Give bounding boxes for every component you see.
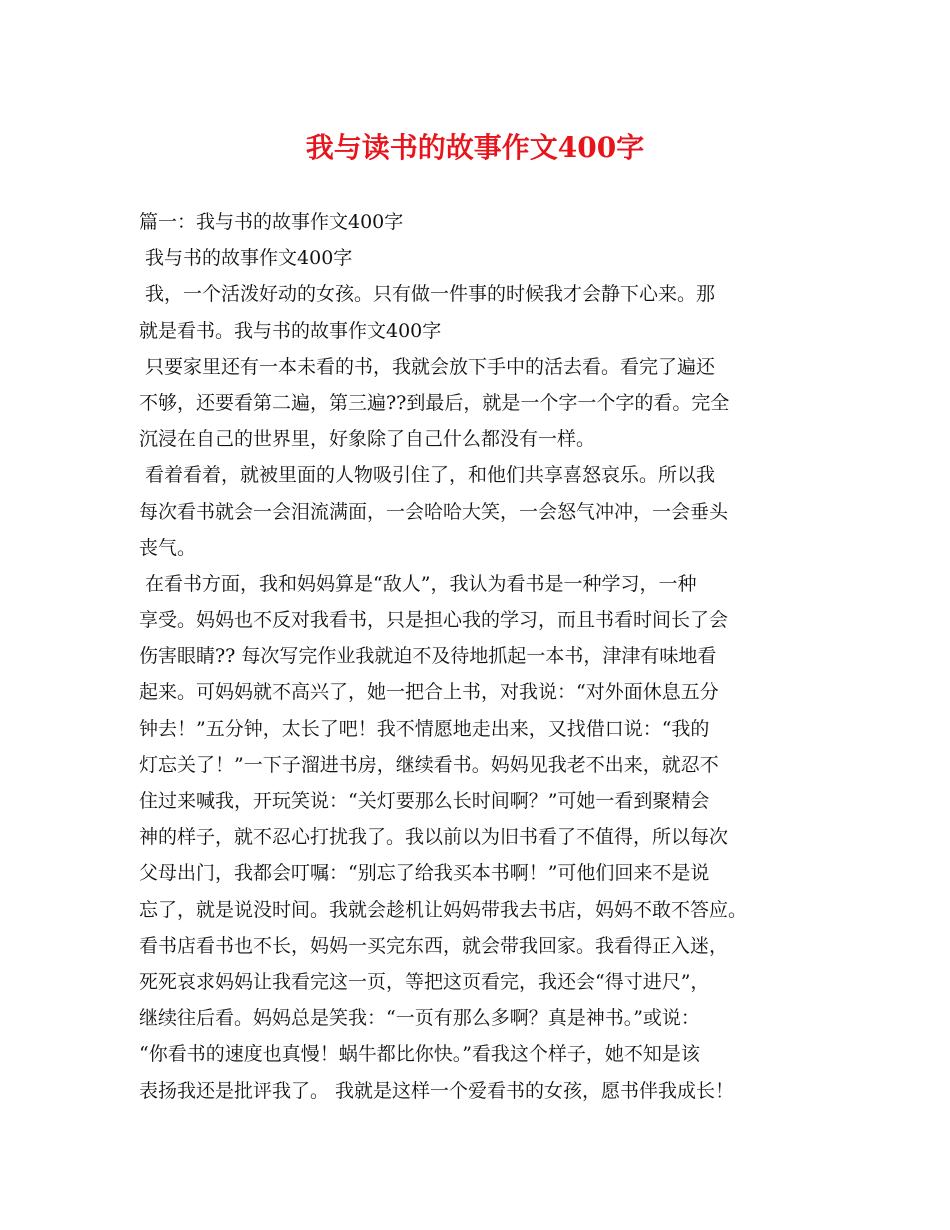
paragraph-line: 享受。妈妈也不反对我看书，只是担心我的学习，而且书看时间长了会	[139, 609, 729, 632]
paragraph-line: “你看书的速度也真慢！蜗牛都比你快。”看我这个样子，她不知是该	[139, 1043, 700, 1066]
paragraph-line: 起来。可妈妈就不高兴了，她一把合上书，对我说：“对外面休息五分	[139, 681, 719, 704]
paragraph-line: 灯忘关了！”一下子溜进书房，继续看书。妈妈见我老不出来，就忍不	[139, 753, 719, 776]
paragraph-line: 死死哀求妈妈让我看完这一页，等把这页看完，我还会“得寸进尺”，	[139, 970, 710, 993]
paragraph-line: 我，一个活泼好动的女孩。只有做一件事的时候我才会静下心来。那	[139, 283, 716, 306]
paragraph-line: 忘了，就是说没时间。我就会趁机让妈妈带我去书店，妈妈不敢不答应。	[139, 898, 748, 921]
paragraph-line: 篇一：我与书的故事作文400字	[139, 211, 404, 233]
paragraph-line: 表扬我还是批评我了。 我就是这样一个爱看书的女孩，愿书伴我成长！	[139, 1079, 735, 1102]
paragraph-line: 伤害眼睛?? 每次写完作业我就迫不及待地抓起一本书，津津有味地看	[139, 645, 717, 668]
paragraph-line: 丧气。	[139, 536, 197, 559]
paragraph-line: 只要家里还有一本未看的书，我就会放下手中的活去看。看完了遍还	[139, 355, 716, 378]
paragraph-line: 不够，还要看第二遍，第三遍??到最后，就是一个字一个字的看。完全	[139, 391, 730, 414]
paragraph-line: 每次看书就会一会泪流满面，一会哈哈大笑，一会怒气冲冲，一会垂头	[139, 500, 729, 523]
document-body	[139, 204, 829, 1109]
paragraph-line: 沉浸在自己的世界里，好象除了自己什么都没有一样。	[139, 428, 596, 451]
paragraph-line: 看着看着，就被里面的人物吸引住了，和他们共享喜怒哀乐。所以我	[139, 464, 716, 487]
paragraph-line: 住过来喊我，开玩笑说：“关灯要那么长时间啊？”可她一看到聚精会	[139, 790, 710, 812]
paragraph-line: 继续往后看。妈妈总是笑我：“一页有那么多啊？真是神书。”或说：	[139, 1007, 700, 1030]
paragraph-line: 我与书的故事作文400字	[139, 247, 353, 270]
paragraph-line: 神的样子，就不忍心打扰我了。我以前以为旧书看了不值得，所以每次	[139, 826, 729, 849]
document-title: 我与读书的故事作文400字	[305, 131, 645, 164]
paragraph-line: 就是看书。我与书的故事作文400字	[139, 319, 442, 342]
paragraph-line: 钟去！”五分钟，太长了吧！我不情愿地走出来，又找借口说：“我的	[139, 717, 710, 740]
paragraph-line: 看书店看书也不长，妈妈一买完东西，就会带我回家。我看得正入迷，	[139, 934, 729, 957]
paragraph-line: 在看书方面，我和妈妈算是“敌人”，我认为看书是一种学习，一种	[139, 572, 697, 595]
paragraph-line: 父母出门，我都会叮嘱：“别忘了给我买本书啊！”可他们回来不是说	[139, 862, 710, 885]
